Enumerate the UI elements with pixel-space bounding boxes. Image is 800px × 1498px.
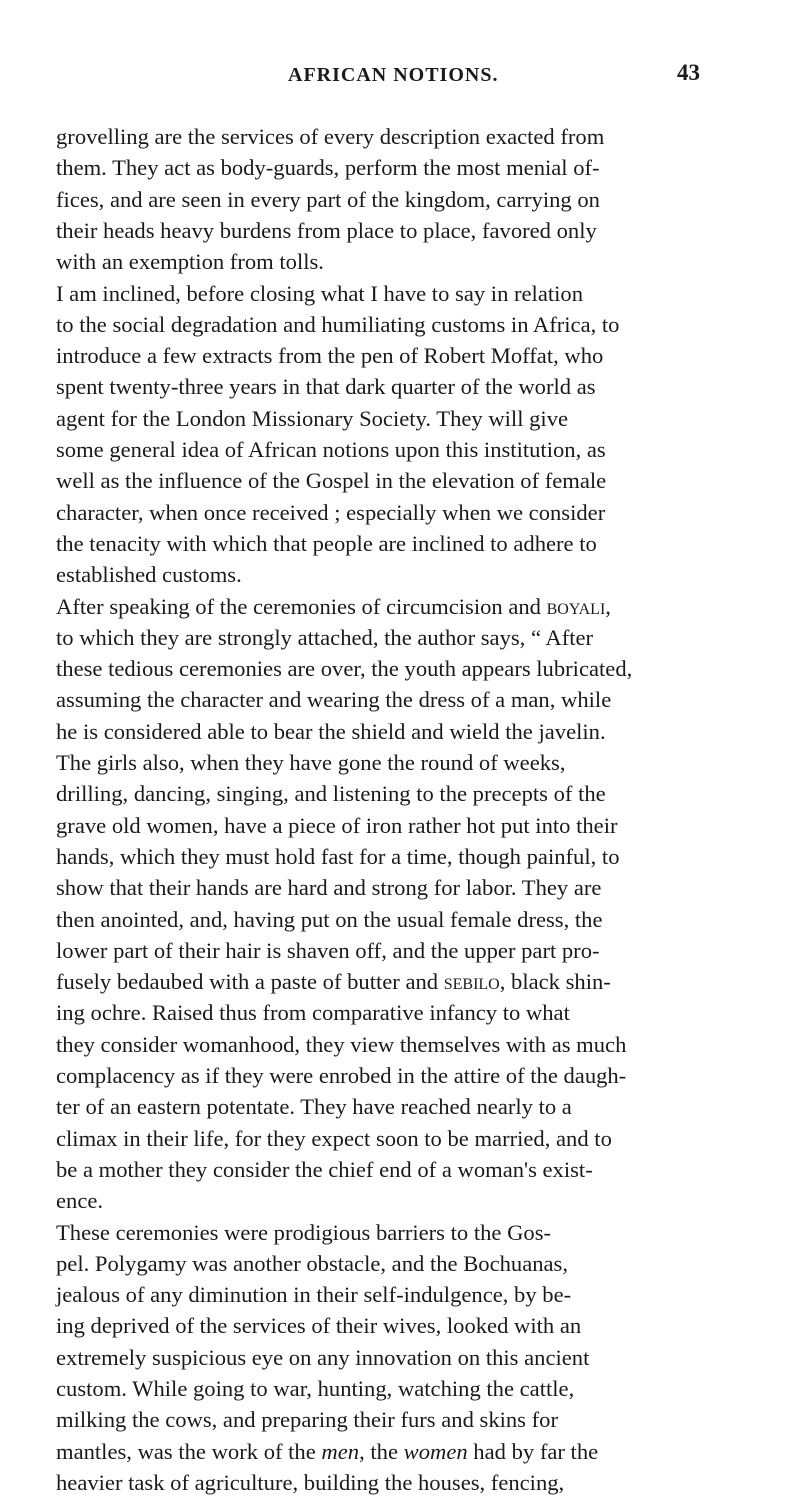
text-line: I am inclined, before closing what I have to say in relation	[56, 280, 584, 306]
text-line: grave old women, have a piece of iron rather hot put into their	[56, 812, 618, 838]
text-run: mantles, was the work of the	[56, 1438, 322, 1464]
text-line: drilling, dancing, singing, and listening to the precepts of the	[56, 781, 606, 807]
text-line: lower part of their hair is shaven off, and the upper part pro-	[56, 937, 600, 963]
page-number: 43	[677, 60, 700, 85]
running-head	[288, 60, 700, 90]
text-run: fusely bedaubed with a paste of butter and	[56, 969, 444, 995]
text-line: show that their hands are hard and strong for labor. They are	[56, 875, 602, 901]
text-line: spent twenty-three years in that dark quarter of the world as	[56, 374, 596, 400]
native-term: boyali	[546, 593, 606, 619]
text-line: to which they are strongly attached, the author says, “ After	[56, 624, 594, 650]
text-line: with an exemption from tolls.	[56, 249, 324, 275]
text-line: then anointed, and, having put on the usual female dress, the	[56, 906, 603, 932]
text-line: these tedious ceremonies are over, the youth appears lubricated,	[56, 656, 633, 682]
text-run: had by far the	[467, 1438, 599, 1464]
text-line: fices, and are seen in every part of the kingdom, carrying on	[56, 186, 600, 212]
text-line: grovelling are the services of every description exacted from	[56, 124, 605, 149]
text-line: agent for the London Missionary Society. They will give	[56, 405, 569, 431]
text-line: climax in their life, for they expect soon to be married, and to	[56, 1125, 612, 1151]
text-line: they consider womanhood, they view themselves with as much	[56, 1031, 627, 1057]
text-line: ing deprived of the services of their wives, looked with an	[56, 1313, 582, 1339]
text-line: custom. While going to war, hunting, watching the cattle,	[56, 1376, 575, 1401]
text-line: The girls also, when they have gone the round of weeks,	[56, 750, 566, 775]
text-line: hands, which they must hold fast for a time, though painful, to	[56, 843, 620, 869]
text-line	[56, 967, 611, 997]
text-line: some general idea of African notions upon this institution, as	[56, 437, 606, 462]
text-line: he is considered able to bear the shield and wield the javelin.	[56, 718, 606, 744]
native-term: sebilo	[443, 969, 500, 995]
text-line: to the social degradation and humiliating customs in Africa, to	[56, 311, 620, 337]
text-line: established customs.	[56, 562, 242, 588]
text-line: heavier task of agriculture, building the houses, fencing,	[56, 1469, 565, 1495]
text-line	[56, 592, 611, 622]
text-line: milking the cows, and preparing their furs and skins for	[56, 1407, 558, 1433]
text-line: assuming the character and wearing the dress of a man, while	[56, 687, 612, 713]
text-line: their heads heavy burdens from place to place, favored only	[56, 217, 597, 243]
text-line: complacency as if they were enrobed in the attire of the daugh-	[56, 1063, 627, 1088]
text-line: ence.	[56, 1188, 104, 1214]
text-line: These ceremonies were prodigious barriers to the Gos-	[56, 1219, 552, 1245]
text-line: well as the influence of the Gospel in the elevation of female	[56, 468, 607, 494]
text-line: jealous of any diminution in their self-indulgence, by be-	[56, 1282, 572, 1308]
text-line: the tenacity with which that people are inclined to adhere to	[56, 530, 597, 556]
text-line: be a mother they consider the chief end of a woman's exist-	[56, 1156, 593, 1182]
text-line: ter of an eastern potentate. They have reached nearly to a	[56, 1094, 572, 1120]
text-line	[56, 1437, 598, 1467]
text-line: pel. Polygamy was another obstacle, and the Bochuanas,	[56, 1250, 568, 1276]
text-run: , the	[359, 1438, 404, 1464]
text-line: character, when once received ; especially when we consider	[56, 499, 606, 525]
emphasis: women	[403, 1438, 468, 1464]
text-run: ,	[605, 593, 611, 619]
text-line: them. They act as body-guards, perform the most menial of-	[56, 155, 600, 181]
text-line: ing ochre. Raised thus from comparative infancy to what	[56, 1000, 570, 1026]
running-head-title: AFRICAN NOTIONS.	[288, 64, 499, 86]
text-run: After speaking of the ceremonies of circumcision and	[56, 593, 547, 619]
text-line: introduce a few extracts from the pen of Robert Moffat, who	[56, 343, 604, 369]
text-line: extremely suspicious eye on any innovation on this ancient	[56, 1344, 590, 1370]
emphasis: men	[321, 1438, 360, 1464]
text-run: , black shin-	[499, 969, 611, 995]
